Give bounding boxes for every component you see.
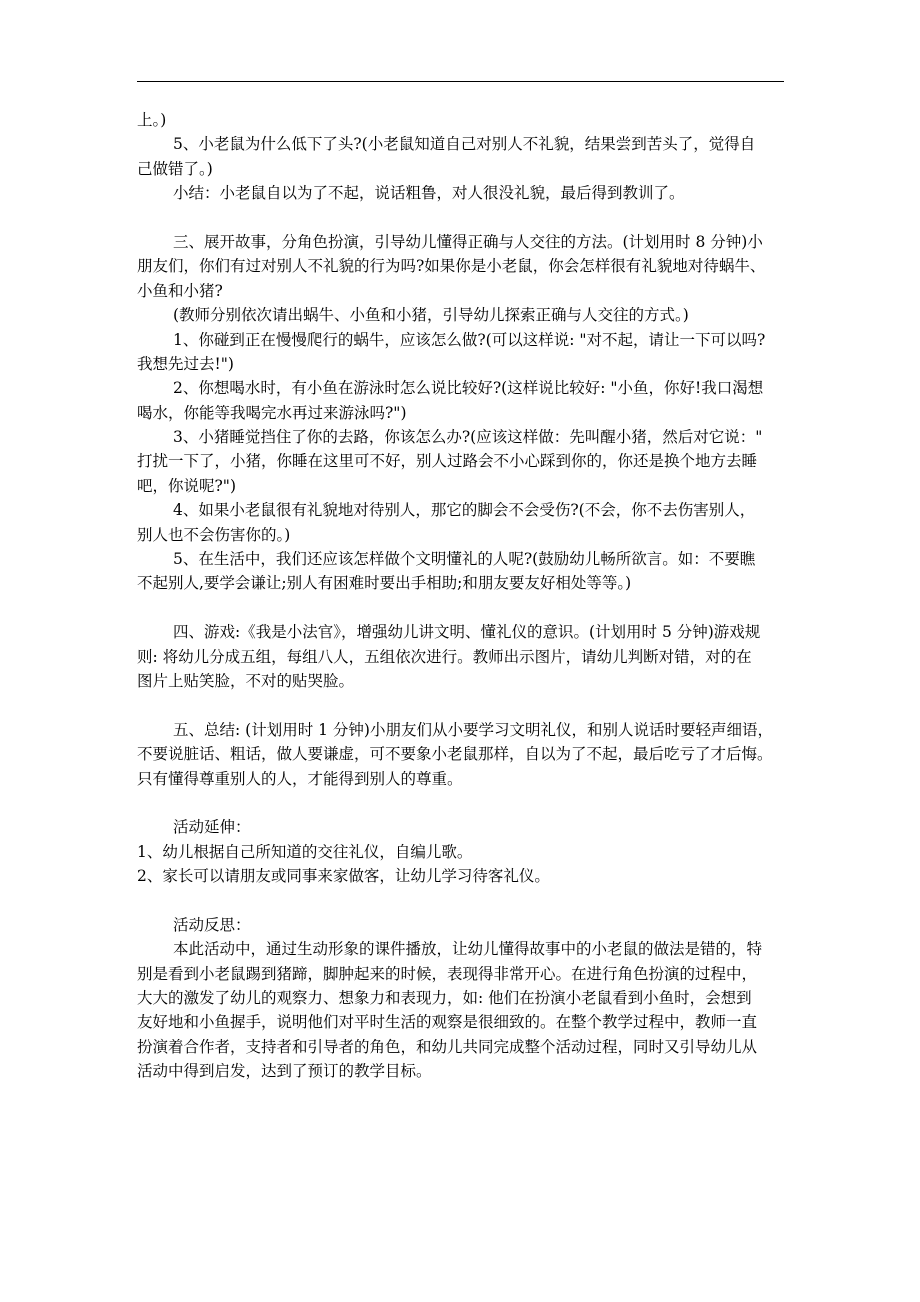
text-line: 小鱼和小猪? — [137, 281, 223, 300]
text-line: 别是看到小老鼠踢到猪蹄，脚肿起来的时候，表现得非常开心。在进行角色扮演的过程中， — [137, 964, 758, 983]
header-rule — [137, 81, 784, 82]
paragraph — [137, 181, 785, 205]
paragraph-gap — [137, 596, 785, 620]
text-line: 我想先过去!") — [137, 354, 234, 373]
paragraph — [137, 303, 785, 327]
document-body — [137, 108, 785, 1084]
text-line: 朋友们，你们有过对别人不礼貌的行为吗?如果你是小老鼠，你会怎样很有礼貌地对待蜗牛、 — [137, 257, 766, 276]
text-line: 图片上贴笑脸，不对的贴哭脸。 — [137, 671, 355, 690]
text-line: 2、你想喝水时，有小鱼在游泳时怎么说比较好?(这样说比较好: "小鱼，你好!我口渴想 — [173, 379, 764, 398]
text-line: 喝水，你能等我喝完水再过来游泳吗?") — [137, 403, 407, 422]
text-line: 三、展开故事，分角色扮演，引导幼儿懂得正确与人交往的方法。(计划用时 8 分钟)小 — [173, 232, 763, 251]
text-line: 大大的激发了幼儿的观察力、想象力和表现力，如: 他们在扮演小老鼠看到小鱼时，会想到 — [137, 989, 752, 1008]
paragraph — [137, 498, 785, 547]
paragraph — [137, 328, 785, 377]
text-line: 活动延伸： — [173, 818, 251, 837]
text-line: 不要说脏话、粗话，做人要谦虚，可不要象小老鼠那样，自以为了不起，最后吃亏了才后悔。 — [137, 745, 773, 764]
text-line: 本此活动中，通过生动形象的课件播放，让幼儿懂得故事中的小老鼠的做法是错的，特 — [173, 940, 763, 959]
text-line: 3、小猪睡觉挡住了你的去路，你该怎么办?(应该这样做：先叫醒小猪，然后对它说：" — [173, 428, 763, 447]
paragraph — [137, 620, 785, 693]
paragraph — [137, 132, 785, 181]
paragraph — [137, 376, 785, 425]
paragraph — [137, 425, 785, 498]
paragraph-gap — [137, 206, 785, 230]
text-line: 别人也不会伤害你的。) — [137, 525, 291, 544]
text-line: (教师分别依次请出蜗牛、小鱼和小猪，引导幼儿探索正确与人交往的方式。) — [173, 306, 689, 325]
paragraph — [137, 937, 785, 1083]
text-line: 扮演着合作者，支持者和引导者的角色，和幼儿共同完成整个活动过程，同时又引导幼儿从 — [137, 1037, 758, 1056]
text-line: 活动反思： — [173, 915, 251, 934]
paragraph-gap — [137, 791, 785, 815]
text-line: 友好地和小鱼握手，说明他们对平时生活的观察是很细致的。在整个教学过程中，教师一直 — [137, 1013, 758, 1032]
text-line: 己做错了。) — [137, 159, 213, 178]
text-line: 四、游戏:《我是小法官》，增强幼儿讲文明、懂礼仪的意识。(计划用时 5 分钟)游戏规 — [173, 623, 761, 642]
paragraph — [137, 547, 785, 596]
text-line: 不起别人,要学会谦让;别人有困难时要出手相助;和朋友要友好相处等等。) — [137, 574, 632, 593]
paragraph-gap — [137, 889, 785, 913]
paragraph — [137, 108, 785, 132]
text-line: 1、你碰到正在慢慢爬行的蜗牛，应该怎么做?(可以这样说: "对不起，请让一下可以吗? — [173, 330, 766, 349]
paragraph — [137, 718, 785, 791]
paragraph — [137, 864, 785, 888]
text-line: 吧，你说呢?") — [137, 476, 236, 495]
paragraph — [137, 815, 785, 839]
text-line: 五、总结: (计划用时 1 分钟)小朋友们从小要学习文明礼仪，和别人说话时要轻声细语， — [173, 720, 773, 739]
text-line: 小结：小老鼠自以为了不起，说话粗鲁，对人很没礼貌，最后得到教训了。 — [173, 184, 685, 203]
text-line: 5、小老鼠为什么低下了头?(小老鼠知道自己对别人不礼貌，结果尝到苦头了，觉得自 — [173, 135, 756, 154]
text-line: 2、家长可以请朋友或同事来家做客，让幼儿学习待客礼仪。 — [137, 867, 550, 886]
paragraph — [137, 840, 785, 864]
paragraph — [137, 230, 785, 303]
text-line: 打扰一下了，小猪，你睡在这里可不好，别人过路会不小心踩到你的，你还是换个地方去睡 — [137, 452, 758, 471]
text-line: 只有懂得尊重别人的人，才能得到别人的尊重。 — [137, 769, 463, 788]
text-line: 1、幼儿根据自己所知道的交往礼仪，自编儿歌。 — [137, 842, 473, 861]
text-line: 活动中得到启发，达到了预订的教学目标。 — [137, 1062, 432, 1081]
text-line: 4、如果小老鼠很有礼貌地对待别人，那它的脚会不会受伤?(不会，你不去伤害别人， — [173, 501, 756, 520]
text-line: 5、在生活中，我们还应该怎样做个文明懂礼的人呢?(鼓励幼儿畅所欲言。如：不要瞧 — [173, 550, 756, 569]
paragraph — [137, 913, 785, 937]
text-line: 上。) — [137, 111, 167, 129]
text-line: 则: 将幼儿分成五组，每组八人，五组依次进行。教师出示图片，请幼儿判断对错，对的在 — [137, 647, 752, 666]
paragraph-gap — [137, 693, 785, 717]
